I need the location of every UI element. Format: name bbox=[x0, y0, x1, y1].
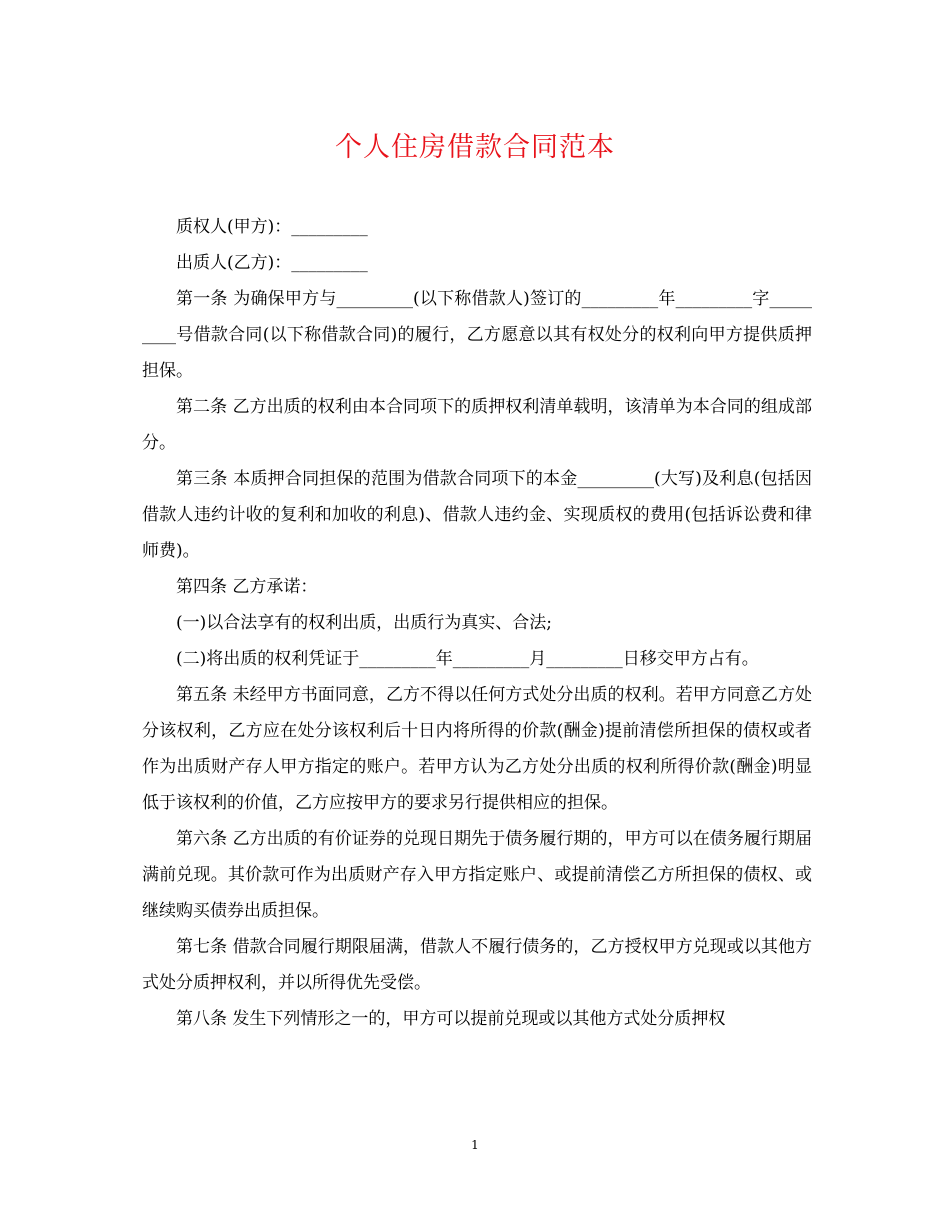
paragraph-article-2: 第二条 乙方出质的权利由本合同项下的质押权利清单载明，该清单为本合同的组成部分。 bbox=[142, 397, 812, 453]
paragraph-pledgee: 质权人(甲方)：_________ bbox=[176, 217, 368, 237]
paragraph-article-8: 第八条 发生下列情形之一的，甲方可以提前兑现或以其他方式处分质押权 bbox=[176, 1009, 726, 1029]
document-body bbox=[142, 209, 812, 1037]
paragraph-article-1: 第一条 为确保甲方与_________(以下称借款人)签订的_________年_________字_________号借款合同(以下称借款合同)的履行，乙方愿意以其有权处分的权利向甲方提供质押担保。 bbox=[142, 289, 812, 381]
paragraph-article-4-item-1: (一)以合法享有的权利出质，出质行为真实、合法; bbox=[176, 613, 552, 633]
paragraph-article-4: 第四条 乙方承诺： bbox=[176, 577, 318, 597]
document-title: 个人住房借款合同范本 bbox=[335, 132, 615, 163]
paragraph-article-3: 第三条 本质押合同担保的范围为借款合同项下的本金_________(大写)及利息(包括因借款人违约计收的复利和加收的利息)、借款人违约金、实现质权的费用(包括诉讼费和律师费)。 bbox=[142, 469, 812, 561]
paragraph-article-4-item-2: (二)将出质的权利凭证于_________年_________月_________日移交甲方占有。 bbox=[176, 649, 759, 669]
paragraph-article-5: 第五条 未经甲方书面同意，乙方不得以任何方式处分出质的权利。若甲方同意乙方处分该权利，乙方应在处分该权利后十日内将所得的价款(酬金)提前清偿所担保的债权或者作为出质财产存人甲方指定的账户。若甲方认为乙方处分出质的权利所得价款(酬金)明显低于该权利的价值，乙方应按甲方的要求另行提供相应的担保。 bbox=[142, 685, 812, 813]
paragraph-article-7: 第七条 借款合同履行期限届满，借款人不履行债务的，乙方授权甲方兑现或以其他方式处分质押权利，并以所得优先受偿。 bbox=[142, 937, 812, 993]
paragraph-article-6: 第六条 乙方出质的有价证券的兑现日期先于债务履行期的，甲方可以在债务履行期届满前兑现。其价款可作为出质财产存入甲方指定账户、或提前清偿乙方所担保的债权、或继续购买债券出质担保。 bbox=[142, 829, 812, 921]
paragraph-pledgor: 出质人(乙方)：_________ bbox=[176, 253, 368, 273]
page-number: 1 bbox=[471, 1138, 479, 1152]
